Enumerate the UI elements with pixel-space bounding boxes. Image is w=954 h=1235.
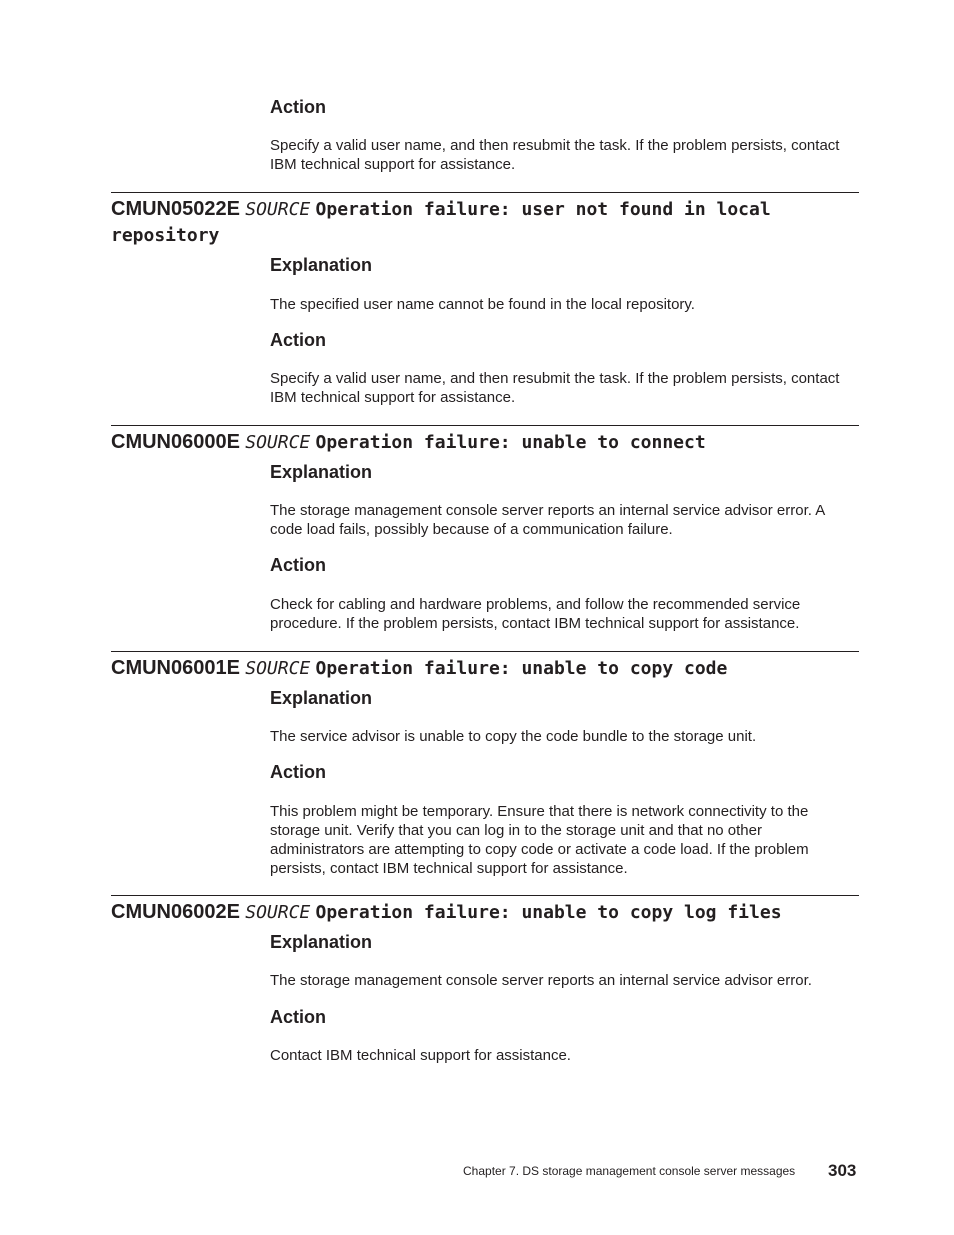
- explanation-text: The specified user name cannot be found in the local repository.: [270, 296, 695, 313]
- section-divider: [111, 425, 859, 426]
- message-heading: [111, 429, 831, 456]
- message-id: CMUN06001E: [111, 657, 240, 679]
- explanation-text: The storage management console server reports an internal service advisor error.: [270, 972, 812, 989]
- footer-chapter-title: Chapter 7. DS storage management console server messages: [463, 1164, 796, 1178]
- explanation-text: The storage management console server reports an internal service advisor error. A code load fails, possibly because of a communication failure.: [270, 502, 825, 538]
- message-text: Operation failure: unable to copy log files: [315, 902, 782, 923]
- action-heading: Action: [270, 1007, 326, 1027]
- message-source: SOURCE: [245, 658, 311, 679]
- message-text: Operation failure: unable to copy code: [315, 658, 728, 679]
- message-id: CMUN05022E: [111, 198, 240, 220]
- section-divider: [111, 651, 859, 652]
- section-divider: [111, 895, 859, 896]
- page-number: 303: [828, 1161, 857, 1180]
- message-text: Operation failure: unable to connect: [315, 432, 706, 453]
- explanation-heading: Explanation: [270, 932, 373, 952]
- explanation-heading: Explanation: [270, 462, 373, 482]
- action-text: This problem might be temporary. Ensure that there is network connectivity to the storage unit. Verify that you can log in to the storage unit and that no other administrators are attempting to copy code or activate a code load. If the problem persists, contact IBM technical support for assistance.: [270, 803, 809, 877]
- message-heading: [111, 899, 831, 926]
- explanation-text: The service advisor is unable to copy the code bundle to the storage unit.: [270, 728, 757, 745]
- section-divider: [111, 192, 859, 193]
- message-source: SOURCE: [245, 902, 311, 923]
- message-id: CMUN06002E: [111, 901, 240, 923]
- explanation-heading: Explanation: [270, 688, 373, 708]
- explanation-heading: Explanation: [270, 255, 373, 275]
- action-text: Specify a valid user name, and then resubmit the task. If the problem persists, contact IBM technical support for assistance.: [270, 370, 840, 406]
- message-heading: [111, 196, 831, 249]
- message-text: Operation failure: user not found in local repository: [111, 199, 771, 246]
- action-heading: Action: [270, 555, 326, 575]
- action-heading: Action: [270, 97, 326, 117]
- action-text: Specify a valid user name, and then resubmit the task. If the problem persists, contact IBM technical support for assistance.: [270, 137, 840, 173]
- action-text: Contact IBM technical support for assistance.: [270, 1047, 571, 1064]
- action-heading: Action: [270, 762, 326, 782]
- action-text: Check for cabling and hardware problems, and follow the recommended service procedure. If the problem persists, contact IBM technical support for assistance.: [270, 596, 801, 632]
- action-heading: Action: [270, 330, 326, 350]
- message-source: SOURCE: [245, 432, 311, 453]
- message-heading: [111, 655, 831, 682]
- message-source: SOURCE: [245, 199, 311, 220]
- message-id: CMUN06000E: [111, 431, 240, 453]
